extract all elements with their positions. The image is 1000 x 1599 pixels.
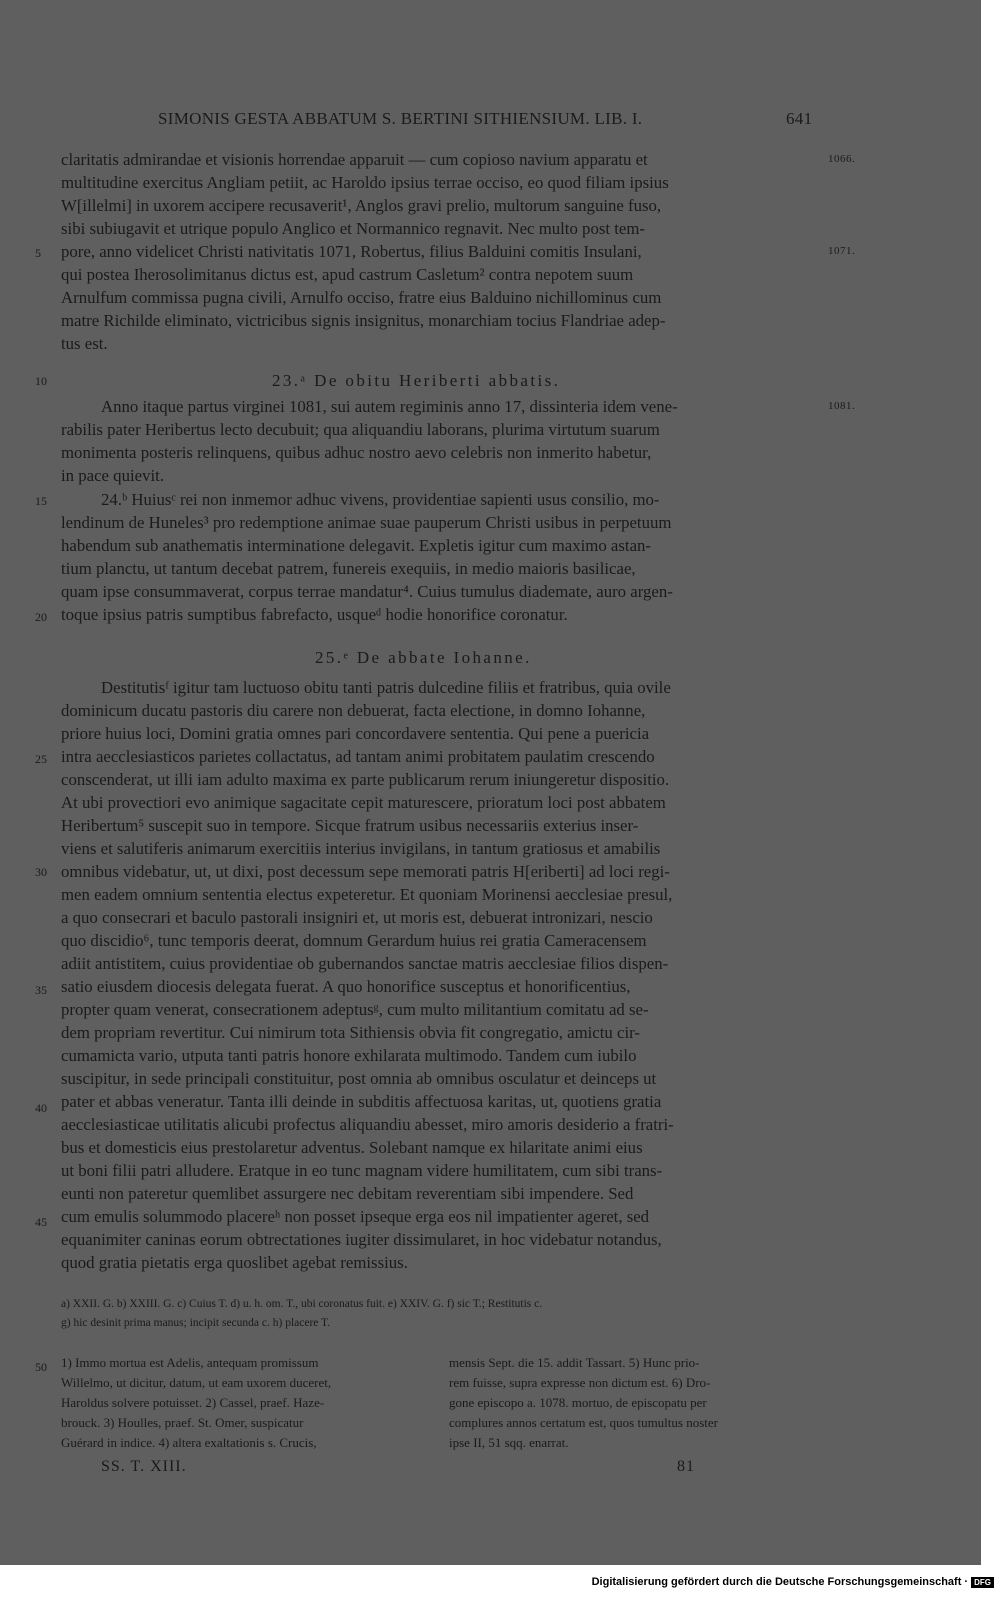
chapter-number: 23.ᵃ	[272, 371, 308, 390]
text-line: Anno itaque partus virginei 1081, sui autem regiminis anno 17, dissinteria idem vene-	[101, 397, 678, 416]
text-line: satio eiusdem diocesis delegata fuerat. A quo honorifice susceptus et honorificentius,	[61, 977, 631, 996]
text-line: tium planctu, ut tantum decebat patrem, funereis exequiis, in medio maioris basilicae,	[61, 559, 636, 578]
dfg-notice	[592, 1576, 994, 1588]
dfg-notice-text: Digitalisierung gefördert durch die Deutsche Forschungsgemeinschaft ·	[591, 1576, 969, 1588]
text-line: cum emulis solummodo placereʰ non posset ipseque erga eos nil impatienter ageret, sed	[61, 1207, 650, 1226]
text-line: At ubi provectiori evo animique sagacitate cepit maturescere, prioratum loci post abbatem	[61, 793, 666, 812]
dfg-logo: DFG	[971, 1577, 994, 1588]
margin-year: 1081.	[828, 400, 856, 412]
text-line: equanimiter caninas eorum obtrectationes iugiter dissimularet, in hoc videbatur notandus,	[61, 1230, 662, 1249]
historical-note: ipse II, 51 sqq. enarrat.	[449, 1435, 569, 1450]
line-number: 20	[35, 610, 47, 624]
text-line: aecclesiasticae utilitatis alicubi profectus aliquandiu abesset, miro amoris desiderio a fratri-	[61, 1115, 674, 1134]
text-line: pater et abbas veneratur. Tanta illi deinde in subditis affectuosa karitas, ut, quotiens gratia	[61, 1092, 662, 1111]
historical-note: Haroldus solvere potuisset. 2) Cassel, praef. Haze-	[61, 1395, 325, 1410]
running-title: SIMONIS GESTA ABBATUM S. BERTINI SITHIENSIUM. LIB. I.	[158, 109, 643, 128]
text-line: in pace quievit.	[61, 466, 164, 485]
text-line: claritatis admirandae et visionis horrendae apparuit — cum copioso navium apparatu et	[61, 150, 648, 169]
text-line: dominicum ducatu pastoris diu carere non debuerat, facta electione, in domno Iohanne,	[61, 701, 646, 720]
line-number: 50	[35, 1360, 47, 1374]
historical-note: Guérard in indice. 4) altera exaltationis s. Crucis,	[61, 1435, 317, 1450]
text-line: quo discidio⁶, tunc temporis deerat, domnum Gerardum huius rei gratia Cameracensem	[61, 931, 647, 950]
text-line: quod gratia pietatis erga quoslibet agebat remissius.	[61, 1253, 408, 1272]
text-line: tus est.	[61, 334, 108, 353]
text-line: cumamicta vario, utputa tanti patris honore exhilarata multimodo. Tandem cum iubilo	[61, 1046, 637, 1065]
text-line: Destitutisᶠ igitur tam luctuoso obitu tanti patris dulcedine filiis et fratribus, quia ovile	[101, 678, 671, 697]
text-line: monimenta posteris relinquens, quibus adhuc nostro aevo celebris non inmerito habetur,	[61, 443, 652, 462]
text-line: men eadem omnium sententia electus expeteretur. Et quoniam Morinensi aecclesiae presul,	[61, 885, 673, 904]
text-line: Arnulfum commissa pugna civili, Arnulfo occiso, fratre eius Balduino nichillominus cum	[61, 288, 662, 307]
text-line: priore huius loci, Domini gratia omnes pari concordavere sententia. Qui pene a puericia	[61, 724, 650, 743]
text-line: sibi subiugavit et utrique populo Anglico et Normannico regnavit. Nec multo post tem-	[61, 219, 645, 238]
historical-note: complures annos certatum est, quos tumultus noster	[449, 1415, 718, 1430]
text-line: Heribertum⁵ suscepit suo in tempore. Sicque fratrum usibus necessariis exterius inser-	[61, 816, 639, 835]
series-signature: SS. T. XIII.	[101, 1458, 187, 1475]
text-line: dem propriam revertitur. Cui nimirum tota Sithiensis obvia fit congregatio, amictu cir-	[61, 1023, 640, 1042]
text-line: ut boni filii patri alludere. Eratque in eo tunc magnam videre humilitatem, cum sibi trans-	[61, 1161, 663, 1180]
margin-year: 1066.	[828, 153, 856, 165]
chapter-heading-25	[315, 648, 532, 668]
text-line: habendum sub anathematis interminatione delegavit. Expletis igitur cum maximo astan-	[61, 536, 651, 555]
historical-note: Willelmo, ut dicitur, datum, ut eam uxorem duceret,	[61, 1375, 332, 1390]
text-line: a quo consecrari et baculo pastorali insigniri et, ut moris est, debuerat intronizari, nescio	[61, 908, 653, 927]
historical-note: 1) Immo mortua est Adelis, antequam promissum	[61, 1355, 319, 1370]
text-line: propter quam venerat, consecrationem adeptusᵍ, cum multo militantium comitatu ad se-	[61, 1000, 649, 1019]
apparatus-note: a) XXII. G. b) XXIII. G. c) Cuius T. d) u. h. om. T., ubi coronatus fuit. e) XXIV. G. f) sic T.; Restitutis c.	[61, 1298, 543, 1310]
historical-note: brouck. 3) Houlles, praef. St. Omer, suspicatur	[61, 1415, 304, 1430]
sheet-signature: 81	[677, 1458, 695, 1475]
text-line: toque ipsius patris sumptibus fabrefacto, usqueᵈ hodie honorifice coronatur.	[61, 605, 568, 624]
text-line: viens et salutiferis animarum exercitiis interius invigilans, in tantum gratiosus et amabilis	[61, 839, 661, 858]
text-line: suscipitur, in sede principali constituitur, post omnia ab omnibus osculatur et deinceps ut	[61, 1069, 657, 1088]
line-number: 30	[35, 865, 47, 879]
chapter-title: De abbate Iohanne.	[356, 648, 532, 667]
line-number: 35	[35, 983, 47, 997]
text-line: W[illelmi] in uxorem accipere recusaverit¹, Anglos gravi prelio, multorum sanguine fuso,	[61, 196, 662, 215]
historical-note: gone episcopo a. 1078. mortuo, de episcopatu per	[449, 1395, 707, 1410]
apparatus-note: g) hic desinit prima manus; incipit secunda c. h) placere T.	[61, 1317, 331, 1329]
chapter-title: De obitu Heriberti abbatis.	[314, 371, 561, 390]
historical-note: mensis Sept. die 15. addit Tassart. 5) Hunc prio-	[449, 1355, 700, 1370]
text-line: intra aecclesiasticos parietes collactatus, ad tantam animi probitatem paulatim crescendo	[61, 747, 655, 766]
line-number: 25	[35, 752, 47, 766]
text-line: omnibus videbatur, ut, ut dixi, post decessum sepe memorati patris H[eriberti] ad loci regi-	[61, 862, 670, 881]
text-line: adiit antistitem, cuius providentiae ob gubernandos sanctae matris aecclesiae filios dispen-	[61, 954, 669, 973]
text-line: bus et domesticis eius prestolaretur adventus. Solebant namque ex hilaritate animi eius	[61, 1138, 643, 1157]
line-number: 10	[35, 374, 47, 388]
text-line: 24.ᵇ Huiusᶜ rei non inmemor adhuc vivens, providentiae sapienti usus consilio, mo-	[101, 490, 660, 509]
text-line: qui postea Iherosolimitanus dictus est, apud castrum Casletum² contra nepotem suum	[61, 265, 634, 284]
margin-year: 1071.	[828, 245, 856, 257]
text-line: pore, anno videlicet Christi nativitatis 1071, Robertus, filius Balduini comitis Insulani,	[61, 242, 642, 261]
line-number: 15	[35, 494, 47, 508]
chapter-heading-23	[272, 371, 560, 391]
page-number: 641	[786, 109, 813, 128]
text-line: conscenderat, ut illi iam adulto maxima ex parte publicarum rerum iniungeretur dispositio.	[61, 770, 670, 789]
text-line: multitudine exercitus Angliam petiit, ac Haroldo ipsius terrae occiso, eo quod filiam ipsius	[61, 173, 669, 192]
line-number: 5	[35, 246, 41, 260]
text-line: rabilis pater Heribertus lecto decubuit; qua aliquandiu laborans, plurima virtutum suarum	[61, 420, 660, 439]
line-number: 45	[35, 1215, 47, 1229]
chapter-number: 25.ᵉ	[315, 648, 351, 667]
text-line: matre Richilde eliminato, victricibus signis insignitus, monarchiam tocius Flandriae adep-	[61, 311, 666, 330]
historical-note: rem fuisse, supra expresse non dictum est. 6) Dro-	[449, 1375, 711, 1390]
text-line: lendinum de Huneles³ pro redemptione animae suae pauperum Christi usibus in perpetuum	[61, 513, 672, 532]
text-line: eunti non pateretur quemlibet assurgere nec debitam reverentiam sibi impendere. Sed	[61, 1184, 634, 1203]
line-number: 40	[35, 1101, 47, 1115]
text-line: quam ipse consummaverat, corpus terrae mandatur⁴. Cuius tumulus diademate, auro argen-	[61, 582, 673, 601]
